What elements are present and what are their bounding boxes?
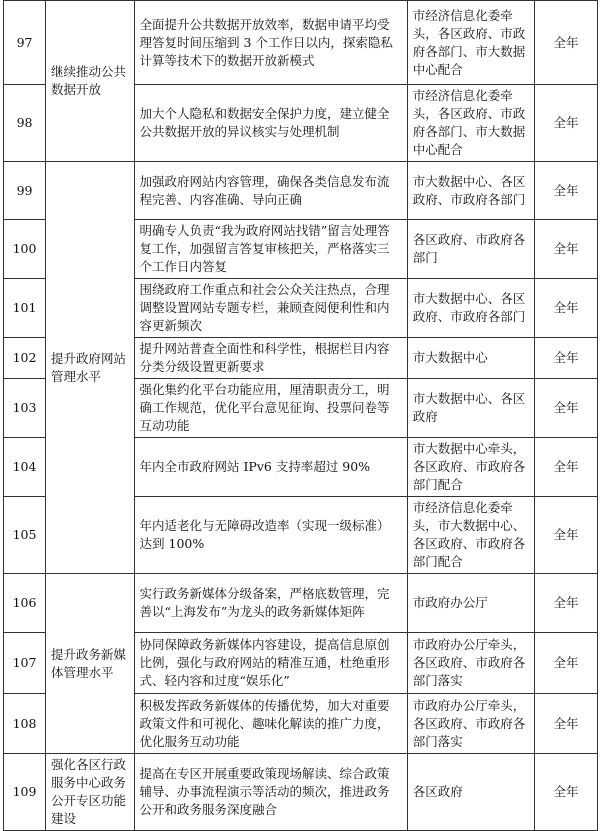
task-description: 明确专人负责“我为政府网站找错”留言处理答复工作，加强留言答复审核把关，严格落实三个工作日内答复 [134,220,407,279]
category-cell: 提升政务新媒体管理水平 [46,574,134,754]
row-number: 104 [4,438,46,497]
time-frame: 全年 [534,338,597,379]
row-number: 102 [4,338,46,379]
task-description: 加强政府网站内容管理，确保各类信息发布流程完善、内容准确、导向正确 [134,162,407,220]
time-frame: 全年 [534,754,597,831]
row-number: 100 [4,220,46,279]
time-frame: 全年 [534,438,597,497]
task-description: 提升网站普查全面性和科学性，根据栏目内容分类分级设置更新要求 [134,338,407,379]
responsible-dept: 市大数据中心牵头，各区政府、市政府各部门配合 [407,438,534,497]
time-frame: 全年 [534,497,597,574]
time-frame: 全年 [534,162,597,220]
category-cell: 提升政府网站管理水平 [46,162,134,574]
row-number: 99 [4,162,46,220]
task-description: 全面提升公共数据开放效率，数据申请平均受理答复时间压缩到 3 个工作日以内，探索隐私计算等技术下的数据开放新模式 [134,1,407,85]
task-description: 提高在专区开展重要政策现场解读、综合政策辅导、办事流程演示等活动的频次，推进政务公开和政务服务深度融合 [134,754,407,831]
table-row [4,162,598,220]
time-frame: 全年 [534,279,597,338]
time-frame: 全年 [534,1,597,85]
time-frame: 全年 [534,694,597,754]
time-frame: 全年 [534,220,597,279]
table-row [4,754,598,831]
row-number: 106 [4,574,46,633]
time-frame: 全年 [534,379,597,438]
task-description: 年内适老化与无障碍改造率（实现一级标准）达到 100% [134,497,407,574]
task-description: 实行政务新媒体分级备案，严格底数管理，完善以“上海发布”为龙头的政务新媒体矩阵 [134,574,407,633]
task-description: 年内全市政府网站 IPv6 支持率超过 90% [134,438,407,497]
row-number: 107 [4,633,46,694]
row-number: 103 [4,379,46,438]
responsible-dept: 市经济信息化委牵头，市大数据中心、各区政府、市政府各部门配合 [407,497,534,574]
task-description: 强化集约化平台功能应用，厘清职责分工，明确工作规范，优化平台意见征询、投票问卷等互动功能 [134,379,407,438]
responsible-dept: 市大数据中心、各区政府、市政府各部门 [407,279,534,338]
time-frame: 全年 [534,85,597,162]
responsible-dept: 各区政府 [407,754,534,831]
responsible-dept: 市经济信息化委牵头，各区政府、市政府各部门、市大数据中心配合 [407,1,534,85]
row-number: 109 [4,754,46,831]
task-description: 围绕政府工作重点和社会公众关注热点，合理调整设置网站专题专栏，兼顾查阅便利性和内容更新频次 [134,279,407,338]
task-description: 积极发挥政务新媒体的传播优势，加大对重要政策文件和可视化、趣味化解读的推广力度，优化服务互动功能 [134,694,407,754]
category-cell: 强化各区行政服务中心政务公开专区功能建设 [46,754,134,831]
row-number: 97 [4,1,46,85]
row-number: 105 [4,497,46,574]
responsible-dept: 市大数据中心 [407,338,534,379]
responsible-dept: 市政府办公厅牵头，各区政府、市政府各部门落实 [407,694,534,754]
task-description: 协同保障政务新媒体内容建设，提高信息原创比例，强化与政府网站的精准互通，杜绝重形式、轻内容和过度“娱乐化” [134,633,407,694]
table-row [4,574,598,633]
row-number: 108 [4,694,46,754]
time-frame: 全年 [534,633,597,694]
row-number: 101 [4,279,46,338]
table-row [4,1,598,85]
row-number: 98 [4,85,46,162]
responsible-dept: 市大数据中心、各区政府、市政府各部门 [407,162,534,220]
responsible-dept: 市大数据中心、各区政府 [407,379,534,438]
responsible-dept: 市政府办公厅牵头，各区政府、市政府各部门落实 [407,633,534,694]
responsible-dept: 各区政府、市政府各部门 [407,220,534,279]
responsible-dept: 市经济信息化委牵头，各区政府、市政府各部门、市大数据中心配合 [407,85,534,162]
responsible-dept: 市政府办公厅 [407,574,534,633]
task-table [3,0,598,831]
category-cell: 继续推动公共数据开放 [46,1,134,162]
task-description: 加大个人隐私和数据安全保护力度，建立健全公共数据开放的异议核实与处理机制 [134,85,407,162]
time-frame: 全年 [534,574,597,633]
